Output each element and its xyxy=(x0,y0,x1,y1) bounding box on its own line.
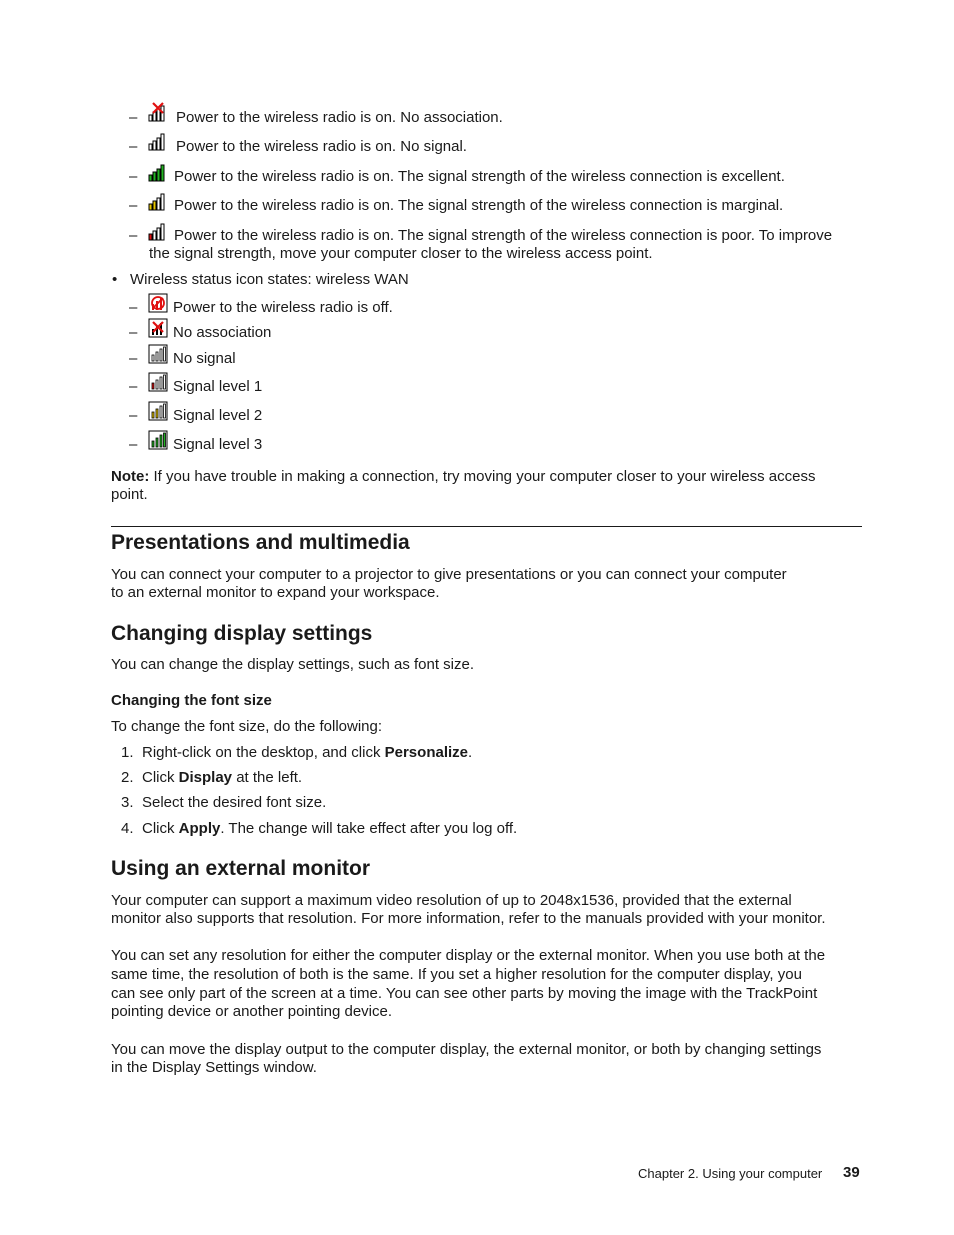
wireless-wan-off-icon xyxy=(148,292,168,314)
lan-state-text: Power to the wireless radio is on. The signal strength of the wireless connection is marginal. xyxy=(174,197,784,214)
section-title-external-monitor: Using an external monitor xyxy=(111,857,371,880)
wan-state-text: Power to the wireless radio is off. xyxy=(173,299,393,316)
footer-chapter: Chapter 2. Using your computer xyxy=(638,1166,823,1181)
list-dash: – xyxy=(129,299,138,316)
paragraph-line: monitor also supports that resolution. For more information, refer to the manuals provided with your monitor. xyxy=(111,910,826,927)
list-dash: – xyxy=(129,168,138,185)
wireless-wan-no-signal-icon xyxy=(148,343,168,365)
step-number: 4. xyxy=(121,820,134,837)
presentations-text-line-2: to an external monitor to expand your workspace. xyxy=(111,584,440,601)
lan-state-text: Power to the wireless radio is on. The signal strength of the wireless connection is poor. To improve xyxy=(174,227,833,244)
note-label: Note: xyxy=(111,468,150,485)
presentations-text-line-1: You can connect your computer to a projector to give presentations or you can connect your computer xyxy=(111,566,787,583)
step-text: Right-click on the desktop, and click Personalize. xyxy=(142,744,473,761)
wireless-lan-marginal-signal-icon xyxy=(148,190,168,212)
paragraph-line: in the Display Settings window. xyxy=(111,1059,317,1076)
font-size-intro: To change the font size, do the following: xyxy=(111,718,383,735)
list-dash: – xyxy=(129,109,138,126)
list-dash: – xyxy=(129,350,138,367)
note-line-1 xyxy=(111,468,815,486)
paragraph-line: You can move the display output to the computer display, the external monitor, or both by changing settings xyxy=(111,1041,822,1058)
wireless-lan-poor-signal-icon xyxy=(148,220,168,242)
paragraph-line: pointing device or another pointing device. xyxy=(111,1003,393,1020)
list-bullet: • xyxy=(112,271,118,288)
step-number: 1. xyxy=(121,744,134,761)
lan-state-text: Power to the wireless radio is on. No association. xyxy=(176,109,503,126)
wireless-lan-no-association-icon xyxy=(148,101,168,123)
section-divider xyxy=(111,526,862,527)
note-line-2: point. xyxy=(111,486,148,503)
display-settings-text: You can change the display settings, such as font size. xyxy=(111,656,475,673)
step-number: 2. xyxy=(121,769,134,786)
list-dash: – xyxy=(129,227,138,244)
wireless-wan-signal-level-2-icon xyxy=(148,400,168,422)
page-number: 39 xyxy=(843,1164,860,1181)
list-dash: – xyxy=(129,197,138,214)
list-dash: – xyxy=(129,436,138,453)
section-title-display-settings: Changing display settings xyxy=(111,622,373,645)
section-title-presentations: Presentations and multimedia xyxy=(111,531,410,554)
step-text: Select the desired font size. xyxy=(142,794,327,811)
list-dash: – xyxy=(129,378,138,395)
step-number: 3. xyxy=(121,794,134,811)
lan-state-text: the signal strength, move your computer closer to the wireless access point. xyxy=(149,245,653,262)
wireless-lan-excellent-signal-icon xyxy=(148,161,168,183)
wan-state-text: Signal level 2 xyxy=(173,407,263,424)
wan-state-text: Signal level 1 xyxy=(173,378,263,395)
step-text: Click Display at the left. xyxy=(142,769,303,786)
subsection-title-font-size: Changing the font size xyxy=(111,692,272,709)
ui-term-apply: Apply xyxy=(178,820,221,837)
wan-state-text: No association xyxy=(173,324,272,341)
ui-term-display: Display xyxy=(178,769,233,786)
paragraph-line: You can set any resolution for either the computer display or the external monitor. When you use both at the xyxy=(111,947,826,964)
note-text: If you have trouble in making a connection, try moving your computer closer to your wireless access xyxy=(149,468,816,485)
paragraph-line: Your computer can support a maximum video resolution of up to 2048x1536, provided that the external xyxy=(111,892,792,909)
list-dash: – xyxy=(129,138,138,155)
step-text: Click Apply. The change will take effect after you log off. xyxy=(142,820,518,837)
wireless-wan-no-association-icon xyxy=(148,317,168,339)
wan-state-text: Signal level 3 xyxy=(173,436,263,453)
wireless-wan-signal-level-1-icon xyxy=(148,371,168,393)
wireless-wan-signal-level-3-icon xyxy=(148,429,168,451)
list-dash: – xyxy=(129,324,138,341)
lan-state-text: Power to the wireless radio is on. No signal. xyxy=(176,138,467,155)
list-dash: – xyxy=(129,407,138,424)
wan-heading: Wireless status icon states: wireless WAN xyxy=(130,271,409,288)
wireless-lan-no-signal-icon xyxy=(148,130,168,152)
ui-term-personalize: Personalize xyxy=(384,744,468,761)
paragraph-line: same time, the resolution of both is the same. If you set a higher resolution for the computer display, you xyxy=(111,966,802,983)
wan-state-text: No signal xyxy=(173,350,236,367)
paragraph-line: can see only part of the screen at a time. You can see other parts by moving the image with the TrackPoint xyxy=(111,985,818,1002)
lan-state-text: Power to the wireless radio is on. The signal strength of the wireless connection is excellent. xyxy=(174,168,785,185)
